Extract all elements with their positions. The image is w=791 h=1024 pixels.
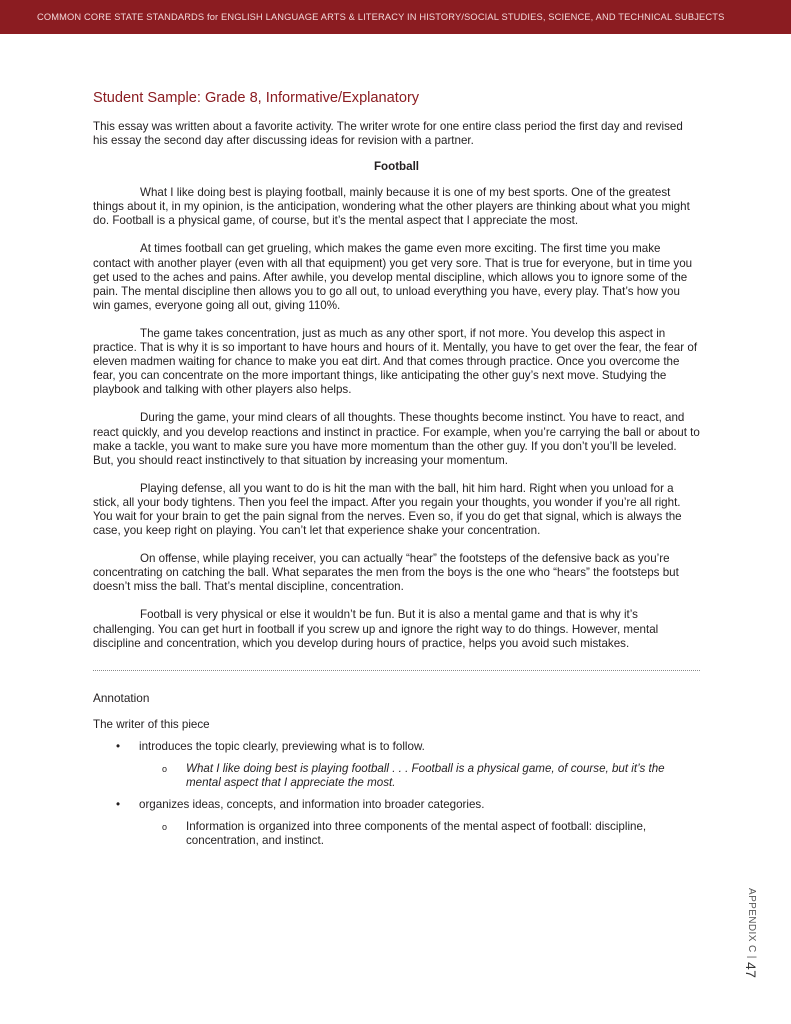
sub-list — [139, 762, 700, 790]
header-banner — [0, 0, 791, 34]
circle-bullet-icon: o — [162, 763, 168, 774]
essay-paragraph: Playing defense, all you want to do is hit the man with the ball, hit him hard. Right when you unload for a stick, all your body tightens. Then you feel the impact. After you regain your thoughts, you wonder if you’re all right. You wait for your brain to get the pain signal from the nerves. Even so, if you do get that signal, which is always the case, you keep right on playing. You can’t let that experience shake your concentration. — [93, 481, 682, 538]
banner-text: COMMON CORE STATE STANDARDS for ENGLISH LANGUAGE ARTS & LITERACY IN HISTORY/SOCIAL STUDIES, SCIENCE, AND TECHNICAL SUBJECTS — [37, 12, 725, 22]
essay-paragraph: Football is very physical or else it wouldn’t be fun. But it is also a mental game and that is why it’s challenging. You can get hurt in football if you screw up and ignore the right way to do things. However, mental discipline and concentration, which you develop during hours of practice, helps you avoid such mistakes. — [93, 608, 659, 650]
sub-list-item — [139, 762, 700, 790]
page-content — [93, 90, 700, 856]
annotation-section — [93, 691, 700, 849]
page-title: Student Sample: Grade 8, Informative/Explanatory — [93, 90, 420, 106]
bullet-icon: • — [116, 798, 121, 812]
appendix-label: APPENDIX C | — [746, 888, 757, 959]
evidence-note: Information is organized into three components of the mental aspect of football: discipline, concentration, and instinct. — [186, 820, 647, 848]
essay-paragraph: During the game, your mind clears of all thoughts. These thoughts become instinct. You have to react, and react quickly, and you develop reactions and instinct in practice. For example, when you’re carrying the ball or about to make a tackle, you want to make sure you have more momentum than the other guy. If you don’t you’ll be leveled. But, you should react instinctively to that situation by increasing your momentum. — [93, 411, 700, 467]
annotation-lead: The writer of this piece — [93, 717, 210, 731]
essay-paragraph: At times football can get grueling, which makes the game even more exciting. The first time you make contact with another player (even with all that equipment) you get very sore. That is true for everyone, but in time you get used to the aches and pains. After awhile, you develop mental discipline, which allows you to ignore some of the pain. The mental discipline then allows you to go all out, to unload everything you have, every play. That’s how you win games, everyone going all out, giving 110%. — [93, 242, 693, 312]
page-footer — [743, 888, 759, 978]
sub-list — [139, 820, 700, 848]
annotation-point: organizes ideas, concepts, and information into broader categories. — [139, 798, 485, 812]
sub-list-item — [139, 820, 700, 848]
circle-bullet-icon: o — [162, 822, 168, 833]
list-item — [93, 740, 700, 790]
essay-paragraph: On offense, while playing receiver, you can actually “hear” the footsteps of the defensive back as you’re concentrating on catching the ball. What separates the men from the boys is the one who “hears” the footsteps but doesn’t miss the ball. That’s mental discipline, concentration. — [93, 552, 679, 594]
essay-title: Football — [373, 160, 420, 174]
essay-paragraph: The game takes concentration, just as much as any other sport, if not more. You develop this aspect in practice. That is why it is so important to have hours and hours of it. Mentally, you have to get over the fear, the fear of eleven madmen waiting for chance to make you eat dirt. And that comes through practice. Once you overcome the fear, you can concentrate on the more important things, like anticipating the other guy’s next move. Studying the playbook and talking with other players also helps. — [93, 326, 698, 397]
bullet-icon: • — [116, 739, 121, 753]
essay — [93, 160, 700, 651]
evidence-quote: What I like doing best is playing football . . . Football is a physical game, of course, but it’s the mental aspect that I appreciate the most. — [186, 761, 665, 789]
essay-paragraph: What I like doing best is playing football, mainly because it is one of my best sports. One of the greatest things about it, in my opinion, is the anticipation, wondering what the other players are thinking about what you might do. Football is a physical game, of course, but it’s the mental aspect that I appreciate the most. — [93, 186, 690, 228]
annotation-heading: Annotation — [93, 690, 150, 705]
list-item — [93, 798, 700, 848]
page-number: 47 — [743, 961, 759, 979]
section-divider — [93, 670, 700, 671]
intro-paragraph: This essay was written about a favorite activity. The writer wrote for one entire class period the first day and revised his essay the second day after discussing ideas for revision with a partner. — [93, 120, 683, 148]
annotation-point: introduces the topic clearly, previewing what is to follow. — [139, 739, 425, 753]
annotation-list — [93, 740, 700, 849]
